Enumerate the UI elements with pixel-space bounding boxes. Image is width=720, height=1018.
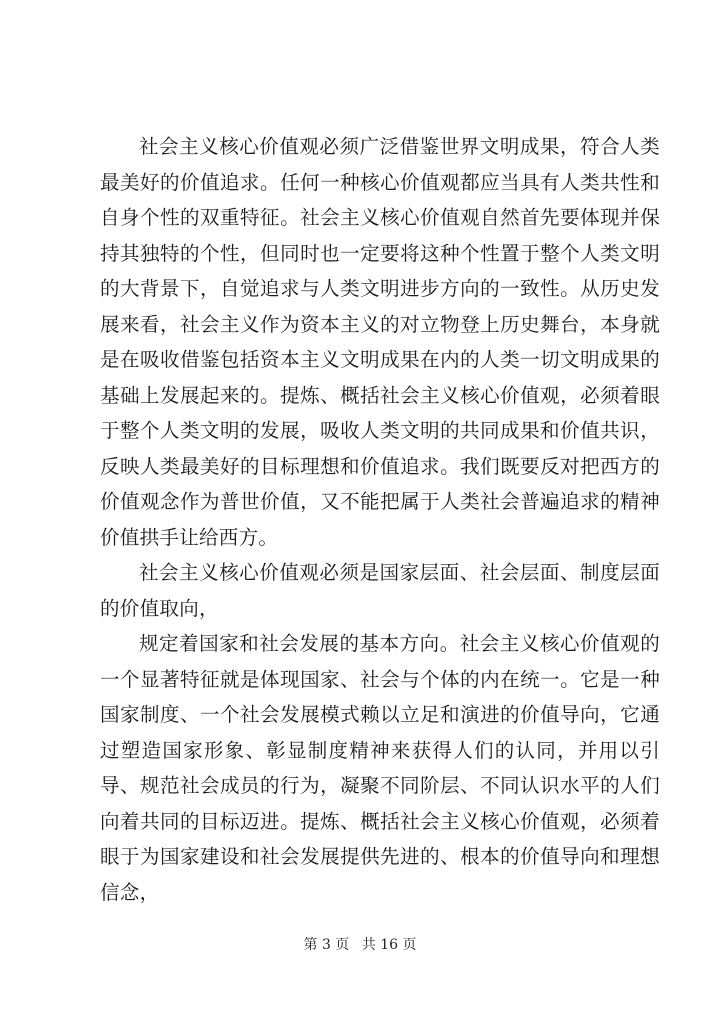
paragraph-3: 规定着国家和社会发展的基本方向。社会主义核心价值观的一个显著特征就是体现国家、社会与个体的内在统一。它是一种国家制度、一个社会发展模式赖以立足和演进的价值导向，它通过塑造国家形象、彰显制度精神来获得人们的认同，并用以引导、规范社会成员的行为，凝聚不同阶层、不同认识水平的人们向着共同的目标迈进。提炼、概括社会主义核心价值观，必须着眼于为国家建设和社会发展提供先进的、根本的价值导向和理想信念， [100,632,660,904]
paragraph-1: 社会主义核心价值观必须广泛借鉴世界文明成果，符合人类最美好的价值追求。任何一种核心价值观都应当具有人类共性和自身个性的双重特征。社会主义核心价值观自然首先要体现并保持其独特的个性，但同时也一定要将这种个性置于整个人类文明的大背景下，自觉追求与人类文明进步方向的一致性。从历史发展来看，社会主义作为资本主义的对立物登上历史舞台，本身就是在吸收借鉴包括资本主义文明成果在内的人类一切文明成果的基础上发展起来的。提炼、概括社会主义核心价值观，必须着眼于整个人类文明的发展，吸收人类文明的共同成果和价值共识，反映人类最美好的目标理想和价值追求。我们既要反对把西方的价值观念作为普世价值，又不能把属于人类社会普遍追求的精神价值拱手让给西方。 [100,135,660,549]
document-body [100,129,660,910]
page-total: 共 16 页 [361,937,417,953]
paragraph-2: 社会主义核心价值观必须是国家层面、社会层面、制度层面的价值取向， [100,561,660,620]
page-footer [0,934,720,954]
page-number: 第 3 页 [303,937,350,953]
